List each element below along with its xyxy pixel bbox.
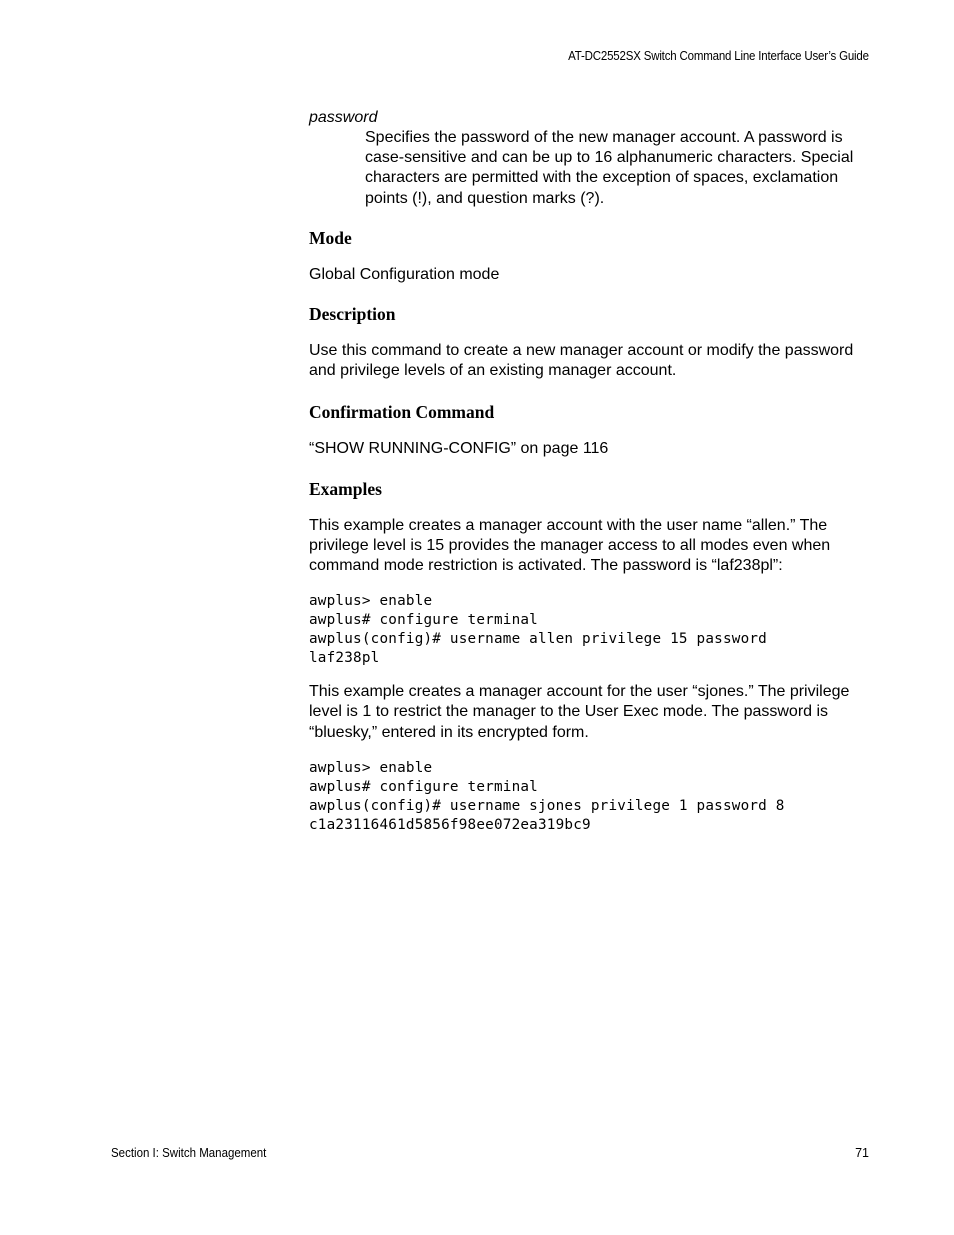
footer-section: Section I: Switch Management xyxy=(111,1146,267,1160)
examples-heading: Examples xyxy=(309,478,382,499)
mode-text: Global Configuration mode xyxy=(309,265,500,283)
running-header: AT-DC2552SX Switch Command Line Interface User’s Guide xyxy=(568,49,869,63)
example-2-intro: This example creates a manager account for the user “sjones.” The privilege level is 1 to restrict the manager to the User Exec mode. The password is “bluesky,” entered in its encrypted form. xyxy=(309,683,850,741)
example-2-code: awplus> enable awplus# configure terminal awplus(config)# username sjones privilege 1 password 8 c1a23116461d5856f98ee072ea319bc9 xyxy=(309,759,785,833)
description-heading: Description xyxy=(309,304,396,325)
example-1-intro: This example creates a manager account with the user name “allen.” The privilege level is 15 provides the manager access to all modes even when command mode restriction is activated. The password is “laf238pl”: xyxy=(309,516,831,575)
parameter-name: password xyxy=(309,109,378,126)
example-1-code: awplus> enable awplus# configure terminal awplus(config)# username allen privilege 15 password laf238pl xyxy=(309,593,767,667)
description-text: Use this command to create a new manager account or modify the password and privilege levels of an existing manager account. xyxy=(309,342,854,380)
parameter-description: Specifies the password of the new manager account. A password is case-sensitive and can be up to 16 alphanumeric characters. Special characters are permitted with the exception of spaces, exclamation points (!), and question marks (?). xyxy=(365,129,854,207)
confirmation-heading: Confirmation Command xyxy=(309,402,495,423)
page-content xyxy=(309,108,871,835)
page-number: 71 xyxy=(855,1146,869,1160)
mode-heading: Mode xyxy=(309,227,352,248)
confirmation-link[interactable]: “SHOW RUNNING-CONFIG” on page 116 xyxy=(309,440,609,458)
